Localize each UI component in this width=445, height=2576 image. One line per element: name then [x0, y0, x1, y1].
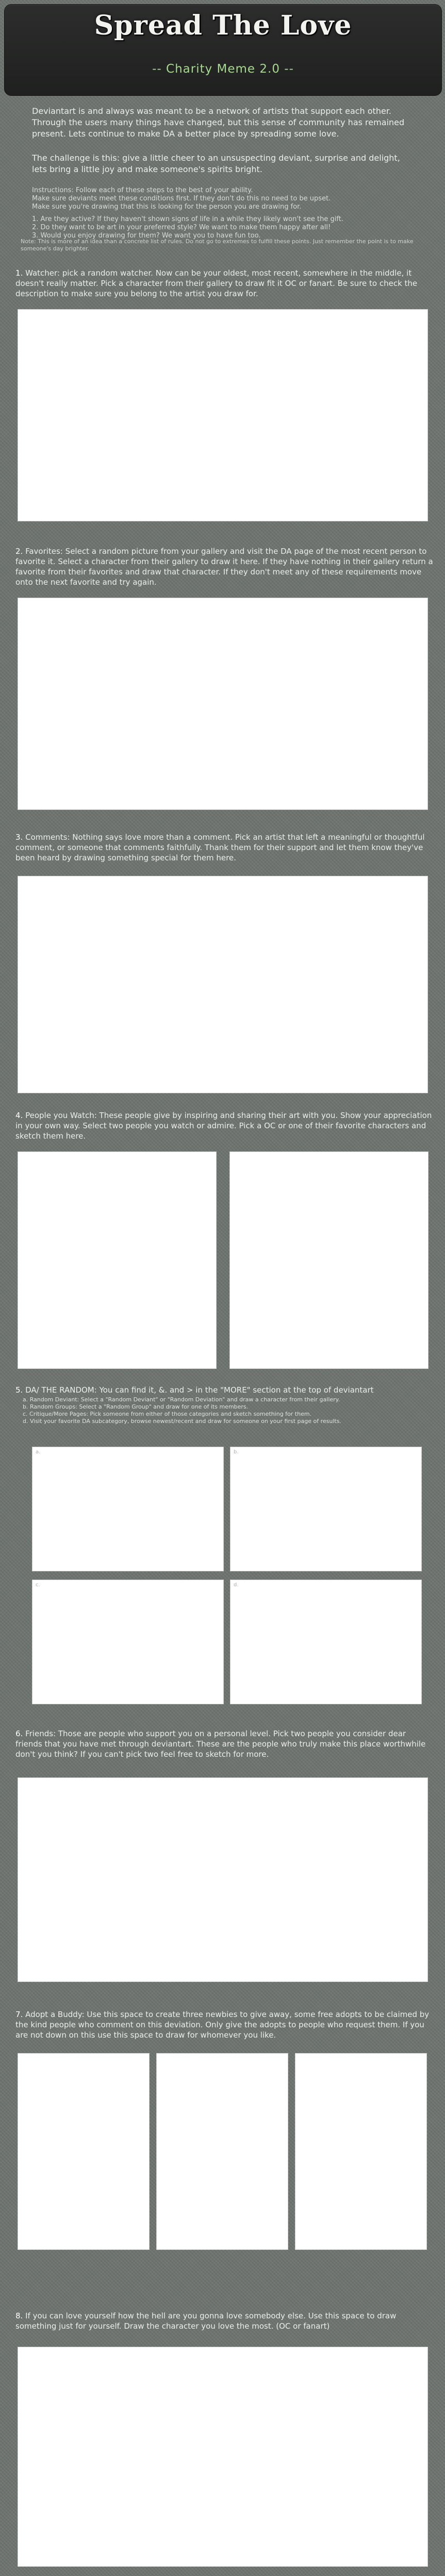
- section-1-description: Watcher: pick a random watcher. Now can be your oldest, most recent, somewhere in the middle, it doesn't really matter. Pick a character from their gallery to draw fit it OC or fanart. Be sure to check the description to make sure you belong to the artist you draw for.: [15, 268, 418, 298]
- section-7-number: 7.: [15, 2010, 23, 2019]
- section-5-sub-d: d. Visit your favorite DA subcategory, browse newest/recent and draw for someone on your first page of results.: [23, 1418, 341, 1425]
- section-8-number: 8.: [15, 2311, 23, 2320]
- section-3-text: [15, 832, 433, 863]
- instructions-line-2: Make sure you're drawing that this is looking for the person you are drawing for.: [32, 203, 302, 211]
- instructions-title: Instructions: Follow each of these steps to the best of your ability.: [32, 187, 253, 194]
- rule-3: 3. Would you enjoy drawing for them? We want you to have fun too.: [32, 232, 261, 240]
- section-7-text: [15, 2009, 433, 2040]
- page-subtitle: -- Charity Meme 2.0 --: [152, 62, 294, 76]
- drawing-box-6[interactable]: [18, 1777, 428, 1982]
- intro-paragraph-2: The challenge is this: give a little cheer to an unsuspecting deviant, surprise and delight, lets bring a little joy and make someone's spirits bright.: [32, 153, 400, 174]
- section-4-text: [15, 1110, 433, 1141]
- section-5-sub-a: a. Random Deviant: Select a "Random Deviant" or "Random Deviation" and draw a character from their gallery.: [23, 1396, 340, 1403]
- section-5-text: [15, 1385, 433, 1425]
- drawing-box-2[interactable]: [18, 598, 428, 810]
- header-banner: [4, 4, 442, 96]
- section-3-number: 3.: [15, 833, 23, 842]
- drawing-box-1[interactable]: [18, 309, 428, 521]
- section-8-text: [15, 2311, 433, 2331]
- section-4-number: 4.: [15, 1111, 23, 1120]
- section-3-description: Comments: Nothing says love more than a comment. Pick an artist that left a meaningful or thoughtful comment, or someone that comments faithfully. Thank them for their support and let them know they've been heard by drawing something special for them here.: [15, 833, 425, 862]
- section-5-number: 5.: [15, 1385, 23, 1395]
- section-5-sub-c: c. Critique/More Pages: Pick someone from either of those categories and sketch something for them.: [23, 1411, 312, 1417]
- drawing-box-4b[interactable]: [229, 1151, 428, 1369]
- section-2-text: [15, 546, 433, 587]
- drawing-box-3[interactable]: [18, 876, 428, 1093]
- drawing-box-5c[interactable]: [32, 1580, 224, 1704]
- page-title: Spread The Love: [94, 10, 352, 41]
- section-7-description: Adopt a Buddy: Use this space to create three newbies to give away, some free adopts to be claimed by the kind people who comment on this deviation. Only give the adopts to people who request them. If you are not down on this use this space to draw for whomever you like.: [15, 2010, 430, 2040]
- drawing-box-4a[interactable]: [18, 1151, 217, 1369]
- drawing-box-5b[interactable]: [230, 1447, 422, 1571]
- intro-note: Note: This is more of an idea than a concrete list of rules. Do not go to extremes to fulfill these points. Just remember the point is to make someone's day brighter.: [21, 238, 414, 252]
- instructions-line-1: Make sure deviants meet these conditions first. If they don't do this no need to be upset.: [32, 195, 331, 202]
- drawing-box-7a[interactable]: [18, 2053, 150, 2250]
- drawing-box-8[interactable]: [18, 2347, 428, 2567]
- drawing-box-7c[interactable]: [295, 2053, 427, 2250]
- rule-2: 2. Do they want to be art in your preferred style? We want to make them happy after all!: [32, 224, 331, 231]
- section-6-description: Friends: Those are people who support you on a personal level. Pick two people you consider dear friends that you have met through deviantart. These are the people who truly make this place worthwhile don't you think? If you can't pick two feel free to sketch for more.: [15, 1729, 426, 1759]
- drawing-box-5d[interactable]: [230, 1580, 422, 1704]
- intro-paragraph-1: Deviantart is and always was meant to be a network of artists that support each other. Through the users many things have changed, but this sense of community has remained present. Lets continue to make DA a better place by spreading some love.: [32, 106, 405, 139]
- section-6-number: 6.: [15, 1729, 23, 1738]
- section-6-text: [15, 1728, 433, 1759]
- section-5-description: DA/ THE RANDOM: You can find it, &. and > in the "MORE" section at the top of deviantart: [25, 1385, 374, 1395]
- drawing-box-5a[interactable]: [32, 1447, 224, 1571]
- section-1-number: 1.: [15, 268, 23, 278]
- box-label-b: b.: [234, 1449, 239, 1455]
- section-2-description: Favorites: Select a random picture from your gallery and visit the DA page of the most recent person to favorite it. Select a character from their gallery to draw it here. If they have nothing in their gallery return a favorite from their favorites and draw that character. If they don't meet any of these requirements move onto the next favorite and try again.: [15, 547, 433, 587]
- section-2-number: 2.: [15, 547, 23, 556]
- section-4-description: People you Watch: These people give by inspiring and sharing their art with you. Show your appreciation in your own way. Select two people you watch or admire. Pick a OC or one of their favorite characters and sketch them here.: [15, 1111, 432, 1141]
- section-8-description: If you can love yourself how the hell are you gonna love somebody else. Use this space to draw something just for yourself. Draw the character you love the most. (OC or fanart): [15, 2311, 397, 2331]
- section-1-text: [15, 268, 433, 299]
- box-label-a: a.: [36, 1449, 41, 1455]
- box-label-c: c.: [36, 1582, 40, 1588]
- drawing-box-7b[interactable]: [156, 2053, 288, 2250]
- section-5-sub-b: b. Random Groups: Select a "Random Group" and draw for one of its members.: [23, 1403, 249, 1410]
- rule-1: 1. Are they active? If they haven't shown signs of life in a while they likely won't see the gift.: [32, 215, 343, 223]
- instructions: [32, 187, 414, 240]
- box-label-d: d.: [234, 1582, 239, 1588]
